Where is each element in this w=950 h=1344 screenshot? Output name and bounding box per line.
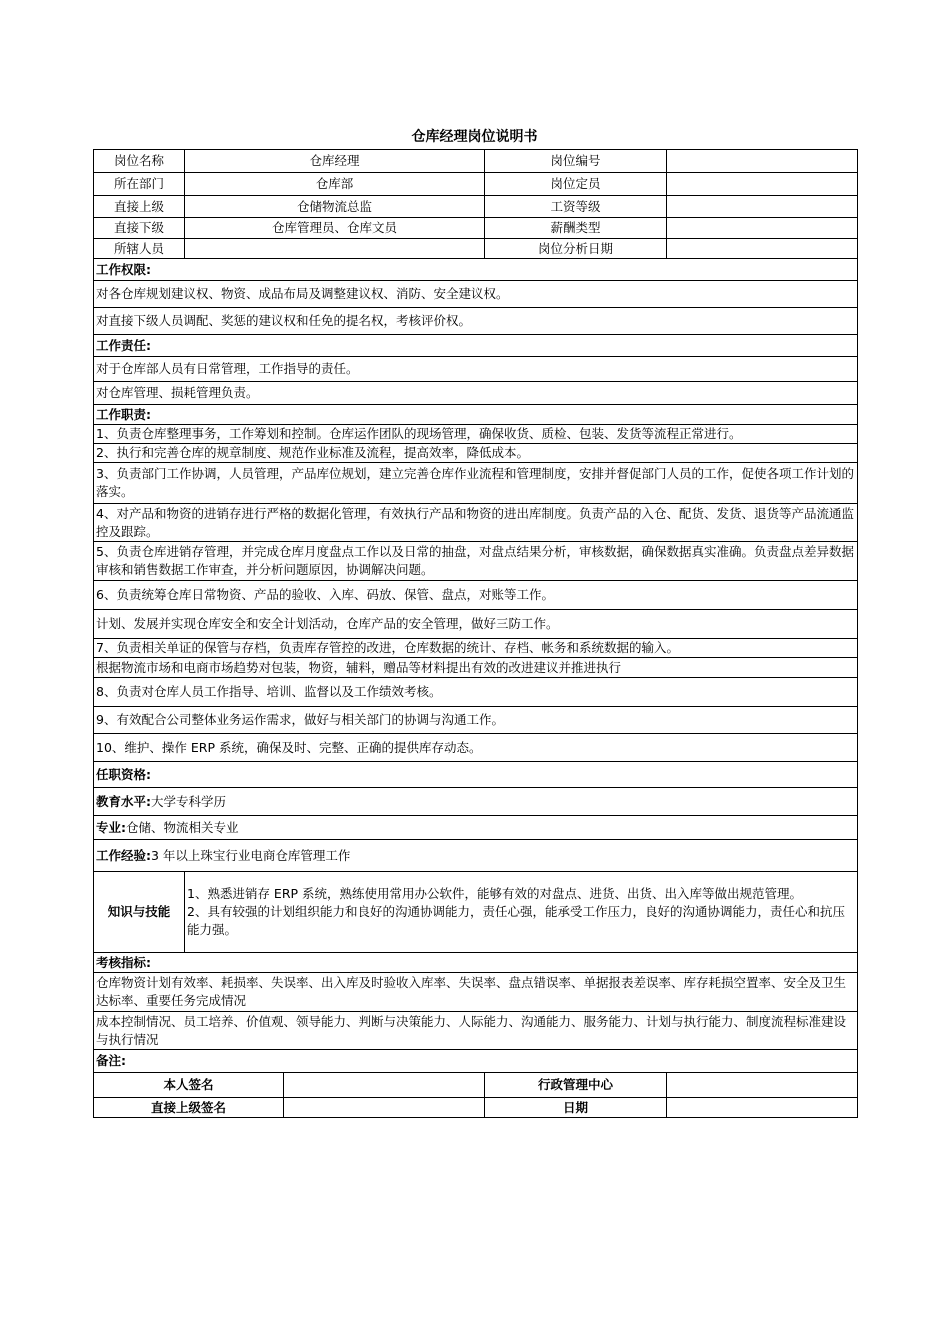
basic-value: [667, 150, 858, 173]
basic-label: 岗位编号: [485, 150, 667, 173]
duty-item: 4、对产品和物资的进销存进行严格的数据化管理，有效执行产品和物资的进出库制度。负责产品的入仓、配货、发货、退货等产品流通监控及跟踪。: [94, 504, 858, 542]
basic-row: [94, 218, 858, 239]
superior-signature-label: 直接上级签名: [94, 1098, 284, 1118]
duty-item: 6、负责统筹仓库日常物资、产品的验收、入库、码放、保管、盘点，对账等工作。: [94, 581, 858, 610]
education-value: 大学专科学历: [151, 793, 227, 809]
basic-value: [185, 239, 485, 259]
basic-value: [667, 239, 858, 259]
major-row: [94, 816, 858, 840]
duty-item: 9、有效配合公司整体业务运作需求，做好与相关部门的协调与沟通工作。: [94, 707, 858, 734]
duty-item: 3、负责部门工作协调，人员管理，产品库位规划，建立完善仓库作业流程和管理制度，安排并督促部门人员的工作，促使各项工作计划的落实。: [94, 463, 858, 504]
duty-item: 5、负责仓库进销存管理，并完成仓库月度盘点工作以及日常的抽盘，对盘点结果分析，审核数据，确保数据真实准确。负责盘点差异数据审核和销售数据工作审查，并分析问题原因，协调解决问题。: [94, 542, 858, 581]
date-label: 日期: [485, 1098, 667, 1118]
basic-row: [94, 239, 858, 259]
basic-value: 仓储物流总监: [185, 196, 485, 218]
section-heading-authority: 工作权限:: [94, 259, 858, 281]
signature-row: [94, 1098, 858, 1118]
major-label: 专业:: [96, 819, 126, 835]
authority-item: 对直接下级人员调配、奖惩的建议权和任免的提名权，考核评价权。: [94, 308, 858, 335]
major-value: 仓储、物流相关专业: [126, 819, 239, 835]
document-title: 仓库经理岗位说明书: [411, 129, 538, 145]
basic-row: [94, 196, 858, 218]
skills-item: 2、具有较强的计划组织能力和良好的沟通协调能力，责任心强，能承受工作压力，良好的沟通协调能力，责任心和抗压能力强。: [187, 904, 845, 937]
duty-item: 2、执行和完善仓库的规章制度、规范作业标准及流程，提高效率，降低成本。: [94, 444, 858, 463]
basic-value: 仓库管理员、仓库文员: [185, 218, 485, 239]
self-signature-field: [284, 1073, 485, 1098]
basic-value: 仓库经理: [185, 150, 485, 173]
section-heading-responsibility: 工作责任:: [94, 335, 858, 357]
responsibility-item: 对仓库管理、损耗管理负责。: [94, 382, 858, 405]
responsibility-item: 对于仓库部人员有日常管理，工作指导的责任。: [94, 357, 858, 382]
basic-label: 所在部门: [94, 173, 185, 196]
duty-item: 8、负责对仓库人员工作指导、培训、监督以及工作绩效考核。: [94, 678, 858, 707]
experience-value: 3 年以上珠宝行业电商仓库管理工作: [151, 847, 351, 863]
section-heading-assessment: 考核指标:: [94, 953, 858, 973]
skills-content: [185, 872, 858, 953]
admin-center-field: [667, 1073, 858, 1098]
assessment-item: 成本控制情况、员工培养、价值观、领导能力、判断与决策能力、人际能力、沟通能力、服务能力、计划与执行能力、制度流程标准建设与执行情况: [94, 1012, 858, 1050]
admin-center-label: 行政管理中心: [485, 1073, 667, 1098]
section-heading-remarks: 备注:: [94, 1050, 858, 1073]
duty-item: 1、负责仓库整理事务，工作筹划和控制。仓库运作团队的现场管理，确保收货、质检、包装、发货等流程正常进行。: [94, 425, 858, 444]
experience-row: [94, 840, 858, 872]
experience-label: 工作经验:: [96, 847, 151, 863]
assessment-item: 仓库物资计划有效率、耗损率、失误率、出入库及时验收入库率、失误率、盘点错误率、单据报表差误率、库存耗损空置率、安全及卫生达标率、重要任务完成情况: [94, 973, 858, 1012]
section-heading-qualification: 任职资格:: [94, 762, 858, 788]
basic-label: 岗位名称: [94, 150, 185, 173]
basic-label: 直接上级: [94, 196, 185, 218]
basic-row: [94, 150, 858, 173]
duty-item: 7、负责相关单证的保管与存档，负责库存管控的改进，仓库数据的统计、存档、帐务和系统数据的输入。: [94, 639, 858, 658]
basic-label: 工资等级: [485, 196, 667, 218]
basic-label: 岗位定员: [485, 173, 667, 196]
self-signature-label: 本人签名: [94, 1073, 284, 1098]
basic-label: 岗位分析日期: [485, 239, 667, 259]
superior-signature-field: [284, 1098, 485, 1118]
education-label: 教育水平:: [96, 793, 151, 809]
job-description-table: [93, 149, 858, 1118]
section-heading-duties: 工作职责:: [94, 405, 858, 425]
duty-item: 10、维护、操作 ERP 系统，确保及时、完整、正确的提供库存动态。: [94, 734, 858, 762]
education-row: [94, 788, 858, 816]
basic-value: [667, 173, 858, 196]
skills-item: 1、熟悉进销存 ERP 系统，熟练使用常用办公软件，能够有效的对盘点、进货、出货、出入库等做出规范管理。: [187, 886, 803, 901]
authority-item: 对各仓库规划建议权、物资、成品布局及调整建议权、消防、安全建议权。: [94, 281, 858, 308]
basic-label: 所辖人员: [94, 239, 185, 259]
basic-value: 仓库部: [185, 173, 485, 196]
basic-value: [667, 196, 858, 218]
basic-label: 薪酬类型: [485, 218, 667, 239]
signature-row: [94, 1073, 858, 1098]
basic-value: [667, 218, 858, 239]
basic-label: 直接下级: [94, 218, 185, 239]
basic-row: [94, 173, 858, 196]
duty-item: 根据物流市场和电商市场趋势对包装，物资，辅料，赠品等材料提出有效的改进建议并推进执行: [94, 658, 858, 678]
duty-item: 计划、发展并实现仓库安全和安全计划活动，仓库产品的安全管理，做好三防工作。: [94, 610, 858, 639]
date-field: [667, 1098, 858, 1118]
skills-label: 知识与技能: [94, 872, 185, 953]
